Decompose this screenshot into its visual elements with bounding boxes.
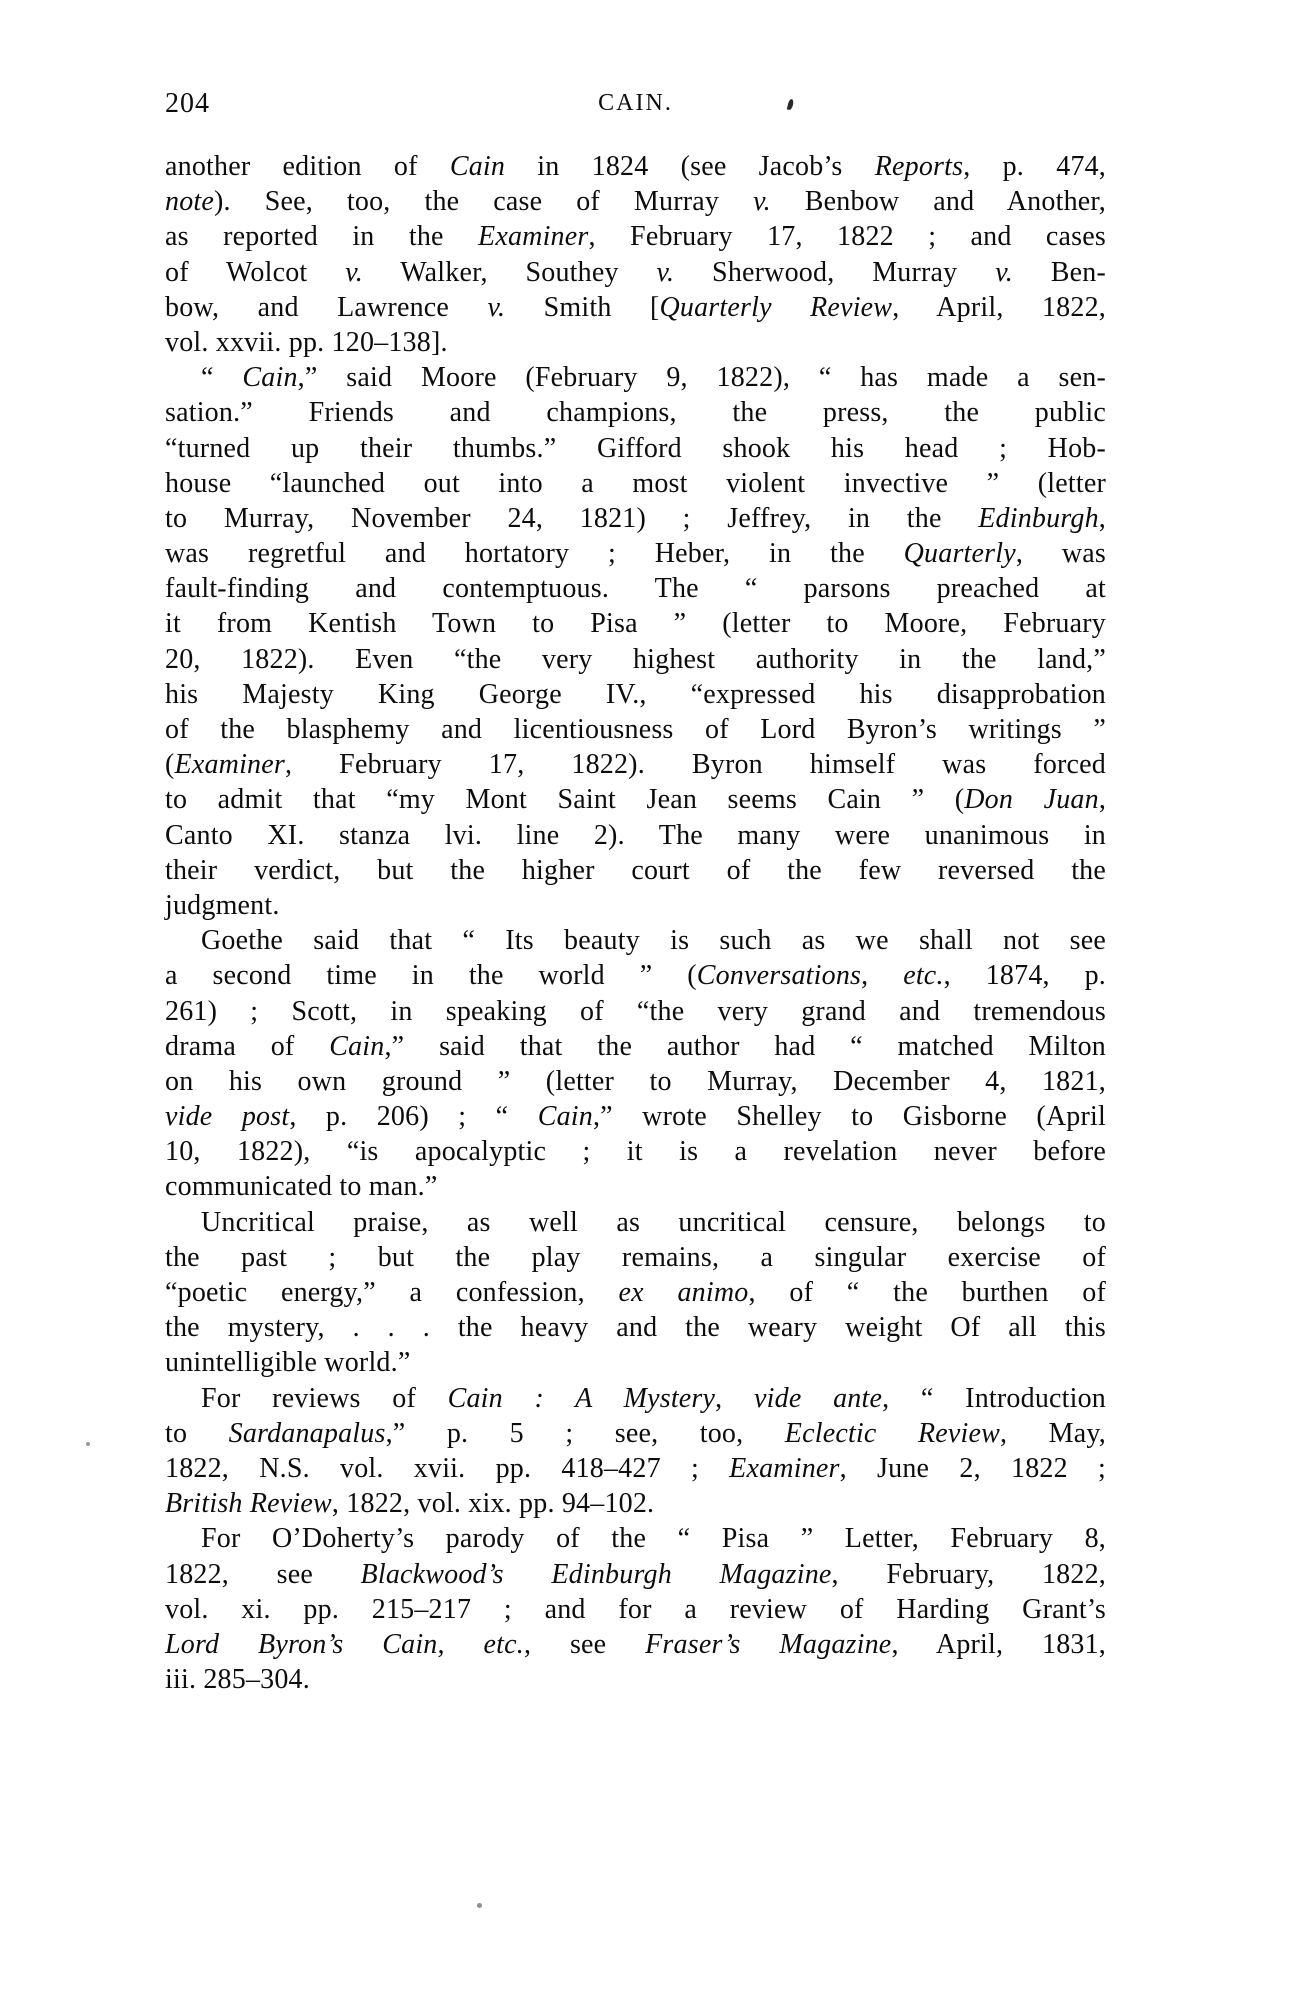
text-line: [165, 818, 1106, 853]
text-line: [165, 1029, 1106, 1064]
text-segment: v.: [345, 256, 363, 288]
text-segment: ,: [715, 1382, 755, 1414]
text-segment: v.: [487, 291, 506, 323]
text-line: [165, 712, 1106, 747]
text-segment: Eclectic Review: [784, 1417, 1001, 1449]
text-segment: , p. 474,: [963, 151, 1106, 182]
text-segment: ,” said Moore (February 9, 1822), “ has made a sen-: [297, 362, 1106, 394]
text-segment: Goethe said that “ Its beauty is such as we shall not see: [201, 925, 1106, 957]
text-segment: Sardanapalus: [228, 1417, 386, 1449]
text-segment: 20, 1822). Even “the very highest authority in the land,”: [165, 643, 1106, 675]
text-line: [165, 1557, 1106, 1592]
text-line: [165, 184, 1106, 219]
text-segment: , “ Introduction: [882, 1382, 1107, 1414]
text-segment: another edition of: [165, 151, 450, 182]
text-segment: it from Kentish Town to Pisa ” (letter to Moore, February: [165, 608, 1106, 640]
text-segment: iii. 285–304.: [165, 1664, 310, 1696]
text-segment: note: [165, 186, 215, 218]
text-line: [165, 1627, 1106, 1662]
text-segment: the mystery, . . . the heavy and the weary weight Of all this: [165, 1312, 1106, 1344]
text-segment: “turned up their thumbs.” Gifford shook his head ; Hob-: [165, 432, 1106, 464]
text-segment: 10, 1822), “is apocalyptic ; it is a revelation never before: [165, 1136, 1106, 1168]
text-segment: , May,: [1000, 1417, 1106, 1449]
text-segment: v.: [995, 256, 1013, 288]
text-line: [165, 677, 1106, 712]
text-segment: , was: [1015, 538, 1107, 570]
text-segment: to Murray, November 24, 1821) ; Jeffrey, in the: [165, 502, 979, 534]
text-segment: Sherwood, Murray: [674, 256, 996, 288]
text-line: [165, 1592, 1106, 1627]
text-line: [165, 149, 1106, 184]
page-header: [165, 88, 1106, 128]
text-segment: ). See, too, the case of Murray: [214, 186, 754, 218]
text-segment: in 1824 (see Jacob’s: [505, 151, 875, 182]
text-segment: fault-finding and contemptuous. The “ parsons preached at: [165, 573, 1106, 605]
text-segment: “: [201, 362, 243, 394]
text-line: [165, 571, 1106, 606]
text-segment: ,: [861, 960, 904, 992]
text-segment: the past ; but the play remains, a singular exercise of: [165, 1241, 1106, 1273]
text-segment: Conversations: [696, 960, 862, 992]
text-line: [165, 255, 1106, 290]
text-segment: on his own ground ” (letter to Murray, December 4, 1821,: [165, 1065, 1106, 1097]
text-segment: 1822, N.S. vol. xvii. pp. 418–427 ;: [165, 1452, 730, 1484]
text-line: [165, 1134, 1106, 1169]
text-line: [165, 395, 1106, 430]
text-segment: Quarterly Review: [659, 291, 893, 323]
text-segment: vide post: [165, 1101, 290, 1133]
text-segment: vol. xxvii. pp. 120–138].: [165, 326, 448, 358]
text-segment: Ben-: [1012, 256, 1106, 288]
text-line: [165, 642, 1106, 677]
text-segment: communicated to man.”: [165, 1171, 438, 1203]
text-line: [165, 782, 1106, 817]
text-segment: Cain: [537, 1101, 593, 1133]
text-segment: , p. 206) ; “: [289, 1101, 538, 1133]
text-line: [165, 1486, 1106, 1521]
page-body: [165, 149, 1106, 1697]
text-segment: Smith [: [505, 291, 660, 323]
text-segment: ,” p. 5 ; see, too,: [385, 1417, 785, 1449]
text-segment: his Majesty King George IV., “expressed his disapprobation: [165, 678, 1106, 710]
text-segment: , June 2, 1822 ;: [839, 1452, 1106, 1484]
text-segment: Cain : A Mystery: [447, 1382, 716, 1414]
text-segment: ,” said that the author had “ matched Milton: [384, 1030, 1106, 1062]
text-segment: Walker, Southey: [362, 256, 657, 288]
text-line: [165, 1381, 1106, 1416]
text-line: [165, 536, 1106, 571]
text-segment: judgment.: [165, 889, 280, 921]
text-segment: 261) ; Scott, in speaking of “the very grand and tremendous: [165, 995, 1106, 1027]
text-line: [165, 360, 1106, 395]
text-line: [165, 747, 1106, 782]
text-segment: , see: [523, 1628, 646, 1660]
page-number: 204: [165, 88, 210, 119]
text-segment: sation.” Friends and champions, the press, the public: [165, 397, 1106, 429]
text-segment: For O’Doherty’s parody of the “ Pisa ” Letter, February 8,: [201, 1523, 1106, 1555]
text-segment: vide ante: [754, 1382, 883, 1414]
text-segment: , 1874, p.: [943, 960, 1106, 992]
text-segment: bow, and Lawrence: [165, 291, 488, 323]
text-line: [165, 325, 1106, 360]
text-line: [165, 1310, 1106, 1345]
print-artifact-speck: [477, 1903, 482, 1908]
text-line: [165, 290, 1106, 325]
text-segment: Lord Byron’s Cain, etc.: [165, 1628, 524, 1660]
text-segment: of Wolcot: [165, 256, 346, 288]
text-line: [165, 1521, 1106, 1556]
text-line: [165, 888, 1106, 923]
text-segment: British Review: [165, 1488, 332, 1520]
text-line: [165, 853, 1106, 888]
text-segment: ,” wrote Shelley to Gisborne (April: [592, 1101, 1106, 1133]
text-line: [165, 994, 1106, 1029]
text-segment: was regretful and hortatory ; Heber, in the: [165, 538, 904, 570]
text-line: [165, 1240, 1106, 1275]
text-segment: ,: [1098, 502, 1106, 534]
text-segment: Canto XI. stanza lvi. line 2). The many were unanimous in: [165, 819, 1106, 851]
text-segment: Uncritical praise, as well as uncritical censure, belongs to: [201, 1206, 1106, 1238]
text-segment: , February 17, 1822 ; and cases: [588, 221, 1106, 253]
text-line: [165, 958, 1106, 993]
text-segment: house “launched out into a most violent invective ” (letter: [165, 467, 1106, 499]
text-segment: Fraser’s Magazine: [645, 1628, 892, 1660]
text-line: [165, 1064, 1106, 1099]
text-segment: vol. xi. pp. 215–217 ; and for a review of Harding Grant’s: [165, 1593, 1106, 1625]
running-title: CAIN.: [598, 90, 673, 116]
text-line: [165, 1275, 1106, 1310]
text-line: [165, 466, 1106, 501]
text-line: [165, 1416, 1106, 1451]
text-segment: Don Juan: [964, 784, 1099, 816]
text-segment: as reported in the: [165, 221, 479, 253]
print-artifact-speck: [86, 1442, 90, 1446]
text-segment: etc.: [903, 960, 944, 992]
text-segment: v.: [656, 256, 675, 288]
text-line: [165, 501, 1106, 536]
text-segment: “poetic energy,” a confession,: [165, 1277, 619, 1308]
text-segment: , April, 1822,: [892, 291, 1106, 323]
text-segment: , 1822, vol. xix. pp. 94–102.: [331, 1488, 655, 1520]
text-line: [165, 1451, 1106, 1486]
text-segment: Quarterly: [903, 538, 1016, 570]
text-segment: unintelligible world.”: [165, 1347, 411, 1379]
text-line: [165, 1662, 1106, 1697]
text-segment: For reviews of: [201, 1382, 448, 1414]
text-segment: Reports: [874, 151, 964, 182]
text-segment: , February 17, 1822). Byron himself was forced: [285, 749, 1106, 781]
text-segment: Cain: [242, 362, 298, 394]
text-line: [165, 1345, 1106, 1380]
text-segment: 1822, see: [165, 1558, 361, 1590]
text-line: [165, 1169, 1106, 1204]
text-segment: Edinburgh: [978, 502, 1099, 534]
text-segment: to: [165, 1417, 229, 1449]
text-segment: v.: [753, 186, 771, 218]
text-segment: Cain: [329, 1030, 385, 1062]
text-line: [165, 1205, 1106, 1240]
text-line: [165, 431, 1106, 466]
text-segment: , of “ the burthen of: [748, 1277, 1106, 1308]
text-line: [165, 606, 1106, 641]
text-segment: of the blasphemy and licentiousness of Lord Byron’s writings ”: [165, 714, 1106, 745]
text-segment: drama of: [165, 1030, 330, 1062]
text-segment: Blackwood’s Edinburgh Magazine: [360, 1558, 832, 1590]
text-segment: Examiner: [729, 1452, 840, 1484]
text-segment: their verdict, but the higher court of the few reversed the: [165, 854, 1106, 886]
text-segment: to admit that “my Mont Saint Jean seems Cain ” (: [165, 784, 965, 816]
text-segment: Cain: [449, 151, 506, 182]
text-segment: , February, 1822,: [831, 1558, 1106, 1590]
text-line: [165, 219, 1106, 254]
text-line: [165, 923, 1106, 958]
text-line: [165, 1099, 1106, 1134]
text-segment: Benbow and Another,: [770, 186, 1106, 218]
text-segment: , April, 1831,: [891, 1628, 1107, 1660]
text-segment: Examiner: [478, 221, 589, 253]
text-segment: a second time in the world ” (: [165, 960, 697, 992]
text-segment: ex animo: [618, 1277, 749, 1308]
text-segment: ,: [1098, 784, 1107, 816]
text-segment: Examiner: [174, 749, 285, 781]
text-segment: (: [165, 749, 175, 781]
